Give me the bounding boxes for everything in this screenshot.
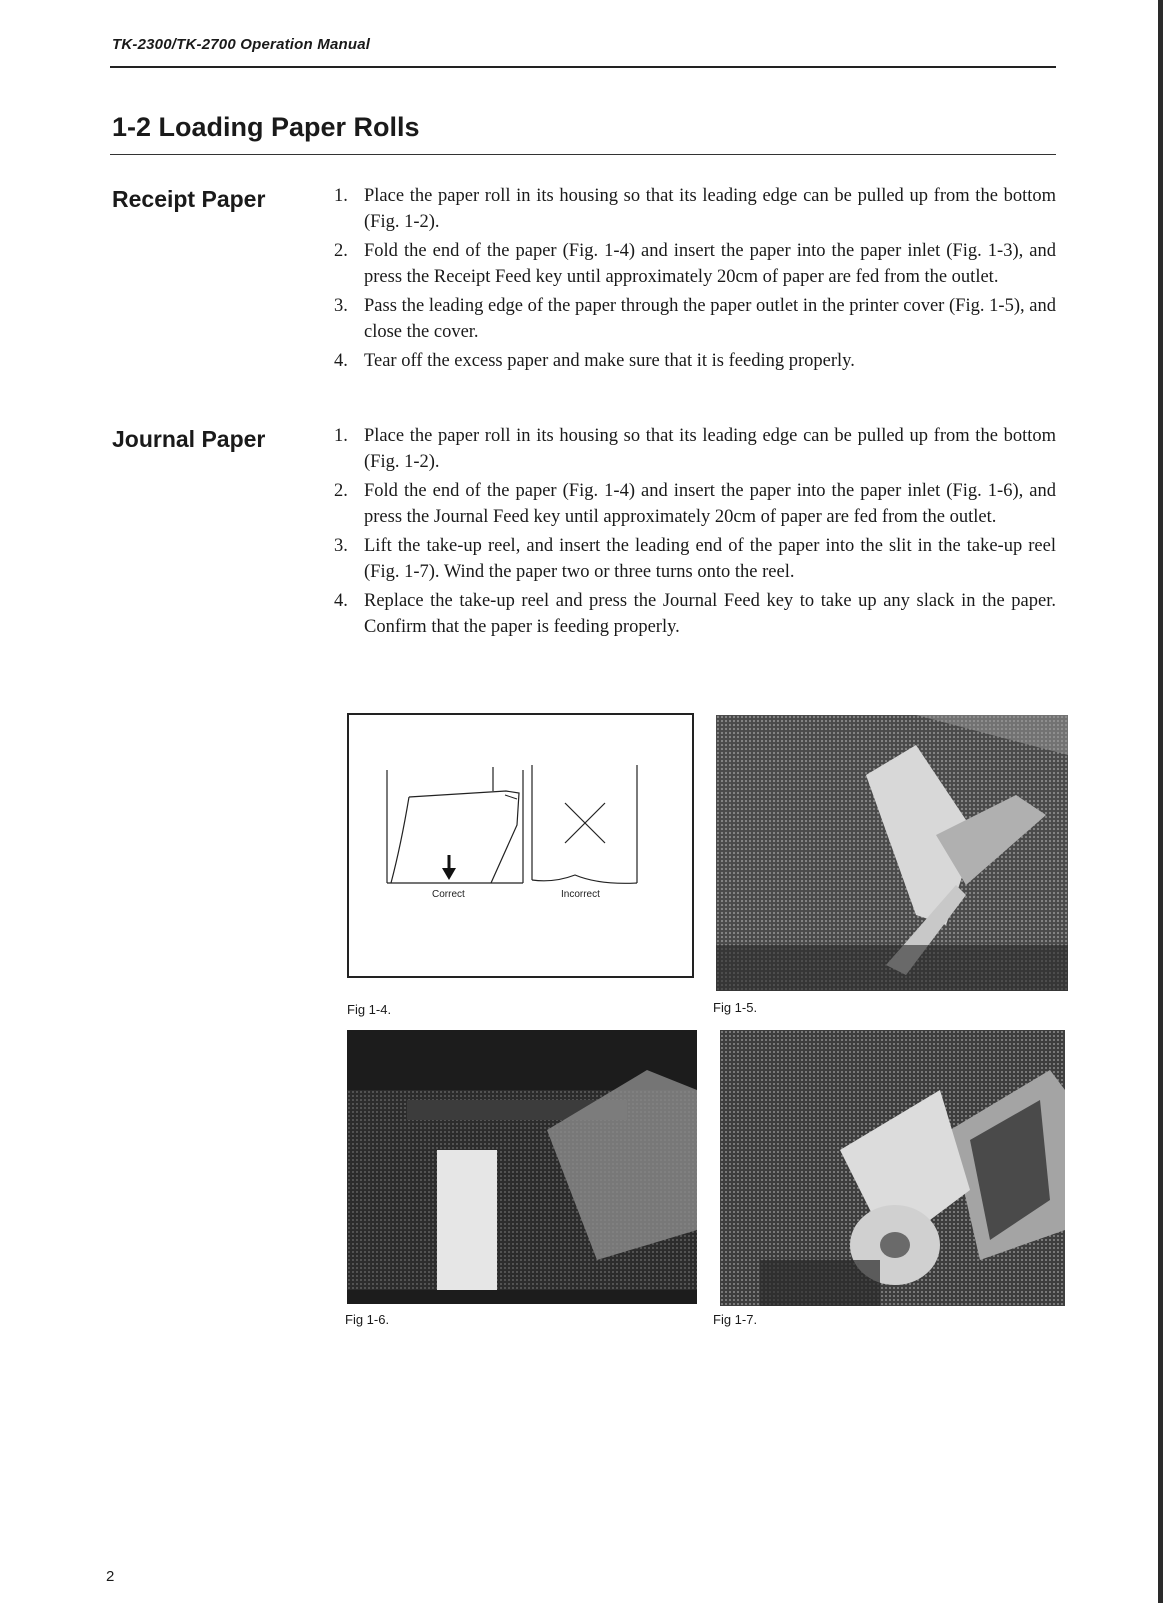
list-item: 4. Tear off the excess paper and make sure that it is feeding properly.	[334, 351, 855, 371]
page-number: 2	[106, 1568, 115, 1585]
journal-steps-list	[334, 424, 1056, 644]
journal-paper-heading: Journal Paper	[112, 426, 266, 452]
receipt-paper-heading: Receipt Paper	[112, 186, 266, 212]
list-item: 1. Place the paper roll in its housing so that its leading edge can be pulled up from the bottom (Fig. 1-2).	[334, 186, 1056, 232]
list-item: 1. Place the paper roll in its housing so that its leading edge can be pulled up from the bottom (Fig. 1-2).	[334, 426, 1056, 472]
diagram-label-incorrect: Incorrect	[561, 889, 600, 900]
section-rule	[110, 154, 1056, 155]
running-header: TK-2300/TK-2700 Operation Manual	[112, 36, 371, 53]
fig-1-6-caption: Fig 1-6.	[345, 1312, 390, 1327]
fig-1-4-diagram	[347, 713, 694, 978]
list-item: 2. Fold the end of the paper (Fig. 1-4) and insert the paper into the paper inlet (Fig. 1-3), and press the Receipt Feed key until approximately 20cm of paper are fed from the outlet.	[334, 241, 1056, 287]
fig-1-5-photo	[716, 715, 1068, 991]
arrow-down-icon	[442, 855, 456, 880]
fig-1-5-caption: Fig 1-5.	[713, 1000, 758, 1015]
section-title: 1-2 Loading Paper Rolls	[112, 112, 420, 142]
list-item: 3. Lift the take-up reel, and insert the leading end of the paper into the slit in the take-up reel (Fig. 1-7). Wind the paper two or three turns onto the reel.	[334, 536, 1056, 582]
list-item: 3. Pass the leading edge of the paper through the paper outlet in the printer cover (Fig. 1-5), and close the cover.	[334, 296, 1056, 342]
header-rule	[110, 66, 1056, 68]
incorrect-x-mark	[565, 803, 605, 843]
page-edge-scan-border	[1158, 0, 1163, 1603]
fig-1-7-caption: Fig 1-7.	[713, 1312, 758, 1327]
list-item: 2. Fold the end of the paper (Fig. 1-4) and insert the paper into the paper inlet (Fig. 1-6), and press the Journal Feed key until approximately 20cm of paper are fed from the outlet.	[334, 481, 1056, 527]
list-item: 4. Replace the take-up reel and press the Journal Feed key to take up any slack in the paper. Confirm that the paper is feeding properly.	[334, 591, 1056, 637]
receipt-steps-list	[334, 184, 1056, 379]
diagram-label-correct: Correct	[432, 889, 465, 900]
fig-1-6-photo	[347, 1030, 697, 1304]
fig-1-4-caption: Fig 1-4.	[347, 1002, 392, 1017]
fig-1-7-photo	[720, 1030, 1065, 1306]
paper-fold-diagram	[349, 715, 692, 976]
